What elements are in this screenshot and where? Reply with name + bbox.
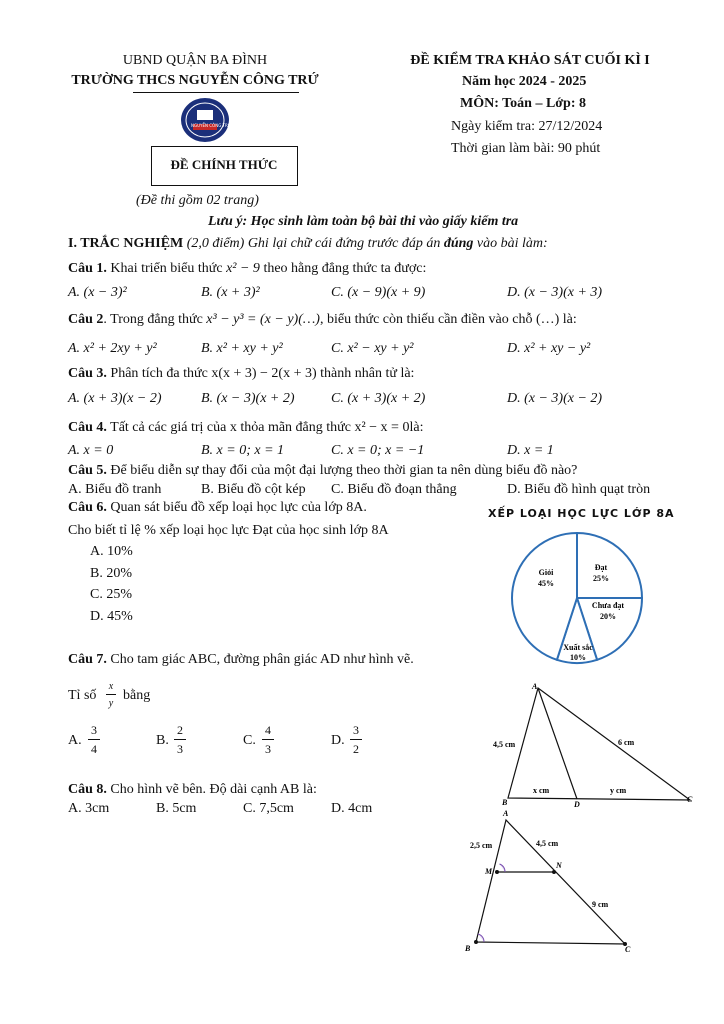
- slice-value-xuat-sac: 10%: [570, 653, 586, 662]
- q6-option-b: B. 20%: [90, 566, 132, 581]
- point-b: [474, 940, 478, 944]
- q8-option-c: C. 7,5cm: [243, 801, 294, 816]
- slice-value-chua-dat: 20%: [600, 612, 616, 621]
- q2-expression: x³ − y³ = (x − y)(…): [206, 312, 320, 327]
- label-ac: 6 cm: [618, 738, 635, 747]
- q7-option-b-den: 3: [177, 742, 183, 756]
- q7-option-c: [243, 733, 256, 749]
- q3-option-b: B. (x − 3)(x + 2): [201, 391, 295, 406]
- logo-text: NGUYỄN CÔNG TRỨ: [191, 123, 232, 128]
- q1-text-post: theo hằng đẳng thức ta được:: [263, 261, 427, 276]
- label-an: 4,5 cm: [536, 839, 559, 848]
- q2-option-a: A. x² + 2xy + y²: [68, 341, 157, 356]
- figure-7-triangle: [480, 678, 700, 813]
- angle-mark-m: [500, 864, 506, 872]
- q7-option-d-den: 2: [353, 742, 359, 756]
- label-nc: 9 cm: [592, 900, 609, 909]
- question-4: [68, 420, 423, 436]
- q7-option-d-num: 3: [353, 723, 359, 737]
- instruction-note: Lưu ý: Học sinh làm toàn bộ bài thi vào giấy kiểm tra: [208, 214, 519, 229]
- q1-text-pre: Khai triển biểu thức: [110, 261, 223, 276]
- q4-expression: x² − x = 0: [354, 420, 410, 435]
- q7-option-c-letter: C.: [243, 733, 256, 748]
- section-heading: [68, 236, 548, 252]
- section-instruction-post: vào bài làm:: [476, 236, 548, 251]
- q6-label: Câu 6.: [68, 500, 107, 515]
- vertex-a-8: A: [503, 809, 509, 818]
- question-6: [68, 500, 367, 516]
- q5-option-a: A. Biểu đồ tranh: [68, 482, 162, 497]
- q7-option-a-bar: [88, 739, 100, 740]
- label-dc: y cm: [610, 786, 627, 795]
- q6-text: Quan sát biểu đồ xếp loại học lực của lớp 8A.: [110, 500, 367, 515]
- q7-option-d: [331, 733, 345, 749]
- q8-text: Cho hình vẽ bên. Độ dài cạnh AB là:: [110, 782, 317, 797]
- q7-option-b-bar: [174, 739, 186, 740]
- section-instruction-pre: Ghi lại chữ cái đứng trước đáp án: [247, 236, 441, 251]
- q5-option-d: D. Biểu đồ hình quạt tròn: [507, 482, 651, 497]
- q7-ratio-den: y: [108, 698, 114, 709]
- figure-8-triangle: [455, 806, 655, 961]
- q2-option-d: D. x² + xy − y²: [507, 341, 591, 356]
- q7-option-b-num: 2: [177, 723, 183, 737]
- q4-option-d: D. x = 1: [507, 443, 554, 458]
- q8-option-b: B. 5cm: [156, 801, 197, 816]
- pie-chart: [500, 528, 660, 668]
- q7-ratio-num: x: [108, 681, 114, 692]
- q1-option-b: B. (x + 3)²: [201, 285, 260, 300]
- vertex-c-8: C: [625, 945, 631, 954]
- q6-option-c: C. 25%: [90, 587, 132, 602]
- q5-text: Để biểu diễn sự thay đổi của một đại lượng theo thời gian ta nên dùng biểu đồ nào?: [110, 463, 578, 478]
- q7-option-a: [68, 733, 82, 749]
- question-8: [68, 782, 317, 798]
- q2-text-pre: . Trong đẳng thức: [103, 312, 203, 327]
- q1-option-a: A. (x − 3)²: [68, 285, 127, 300]
- school-year: Năm học 2024 - 2025: [462, 74, 587, 89]
- district-name: UBND QUẬN BA ĐÌNH: [122, 53, 268, 68]
- q3-text-post: thành nhân tử là:: [320, 366, 415, 381]
- q3-option-a: A. (x + 3)(x − 2): [68, 391, 162, 406]
- q5-option-b: B. Biểu đồ cột kép: [201, 482, 306, 497]
- point-n: [552, 870, 556, 874]
- q1-expression: x² − 9: [226, 261, 260, 276]
- q7-option-d-bar: [350, 739, 362, 740]
- vertex-c: C: [687, 795, 693, 804]
- school-logo: [180, 97, 230, 143]
- q1-option-d: D. (x − 3)(x + 3): [507, 285, 603, 300]
- vertex-d: D: [574, 800, 580, 809]
- q2-label: Câu 2: [68, 312, 104, 327]
- pie-slice-1: [577, 533, 642, 598]
- q6-option-a: A. 10%: [90, 544, 133, 559]
- slice-value-dat: 25%: [593, 574, 609, 583]
- q7-option-c-den: 3: [265, 742, 271, 756]
- q7-option-b-letter: B.: [156, 733, 169, 748]
- pages-note: (Đề thi gồm 02 trang): [136, 193, 259, 208]
- q2-text-post: , biểu thức còn thiếu cần điền vào chỗ (…) là:: [319, 312, 577, 327]
- q7-ratio-bar: [106, 694, 116, 695]
- q5-label: Câu 5.: [68, 463, 107, 478]
- q7-option-b: [156, 733, 169, 749]
- question-2: [68, 312, 577, 328]
- q7-label: Câu 7.: [68, 652, 107, 667]
- slice-value-gioi: 45%: [538, 579, 554, 588]
- q1-label: Câu 1.: [68, 261, 107, 276]
- q3-option-d: D. (x − 3)(x − 2): [507, 391, 603, 406]
- q2-option-b: B. x² + xy + y²: [201, 341, 283, 356]
- q8-label: Câu 8.: [68, 782, 107, 797]
- question-5: [68, 463, 577, 479]
- q7-ratio-post: bằng: [123, 688, 151, 703]
- section-title: I. TRẮC NGHIỆM: [68, 236, 184, 251]
- q5-option-c: C. Biểu đồ đoạn thẳng: [331, 482, 457, 497]
- q7-option-a-num: 3: [91, 723, 97, 737]
- official-label: ĐỀ CHÍNH THỨC: [170, 157, 278, 172]
- exam-date: Ngày kiểm tra: 27/12/2024: [451, 119, 603, 134]
- bisector-ad: [538, 688, 577, 799]
- q3-label: Câu 3.: [68, 366, 107, 381]
- slice-label-gioi: Giỏi: [538, 568, 554, 577]
- triangle-abc: [508, 688, 690, 800]
- chart-title: XẾP LOẠI HỌC LỰC LỚP 8A: [488, 507, 675, 520]
- school-name: TRƯỜNG THCS NGUYỄN CÔNG TRỨ: [71, 73, 319, 88]
- question-1: [68, 261, 426, 277]
- q8-option-d: D. 4cm: [331, 801, 373, 816]
- q4-option-b: B. x = 0; x = 1: [201, 443, 285, 458]
- vertex-b: B: [502, 798, 508, 807]
- q4-option-c: C. x = 0; x = −1: [331, 443, 425, 458]
- q6-subtext: Cho biết tỉ lệ % xếp loại học lực Đạt của học sinh lớp 8A: [68, 523, 389, 538]
- q7-text: Cho tam giác ABC, đường phân giác AD như hình vẽ.: [110, 652, 414, 667]
- q6-option-d: D. 45%: [90, 609, 133, 624]
- point-m: [495, 870, 499, 874]
- vertex-n-8: N: [556, 861, 562, 870]
- q7-option-a-den: 4: [91, 742, 97, 756]
- subject: MÔN: Toán – Lớp: 8: [460, 96, 586, 111]
- q4-option-a: A. x = 0: [68, 443, 114, 458]
- q7-option-c-num: 4: [265, 723, 271, 737]
- q1-option-c: C. (x − 9)(x + 9): [331, 285, 426, 300]
- slice-label-xuat-sac: Xuất sắc: [563, 643, 593, 652]
- section-instruction-bold: đúng: [443, 236, 474, 251]
- q3-expression: x(x + 3) − 2(x + 3): [211, 366, 317, 381]
- school-underline: [133, 92, 299, 93]
- exam-duration: Thời gian làm bài: 90 phút: [451, 141, 601, 156]
- label-am: 2,5 cm: [470, 841, 493, 850]
- label-ab: 4,5 cm: [493, 740, 516, 749]
- angle-mark-b: [478, 934, 484, 942]
- vertex-m-8: M: [485, 867, 493, 876]
- question-3: [68, 366, 414, 382]
- exam-title: ĐỀ KIỂM TRA KHẢO SÁT CUỐI KÌ I: [410, 53, 650, 68]
- q3-text-pre: Phân tích đa thức: [110, 366, 208, 381]
- q7-option-a-letter: A.: [68, 733, 82, 748]
- section-points: (2,0 điểm): [186, 236, 245, 251]
- vertex-a: A: [532, 682, 538, 691]
- q2-option-c: C. x² − xy + y²: [331, 341, 414, 356]
- slice-label-dat: Đạt: [594, 563, 608, 572]
- q4-text-pre: Tất cả các giá trị của x thỏa mãn đẳng thức: [110, 420, 351, 435]
- q8-option-a: A. 3cm: [68, 801, 110, 816]
- vertex-b-8: B: [465, 944, 471, 953]
- q4-text-post: là:: [409, 420, 424, 435]
- q3-option-c: C. (x + 3)(x + 2): [331, 391, 426, 406]
- question-7: [68, 652, 414, 668]
- q4-label: Câu 4.: [68, 420, 107, 435]
- q7-option-d-letter: D.: [331, 733, 345, 748]
- slice-label-chua-dat: Chưa đạt: [591, 601, 625, 610]
- q7-ratio-pre: Tỉ số: [68, 688, 97, 703]
- q7-option-c-bar: [262, 739, 274, 740]
- label-bd: x cm: [533, 786, 550, 795]
